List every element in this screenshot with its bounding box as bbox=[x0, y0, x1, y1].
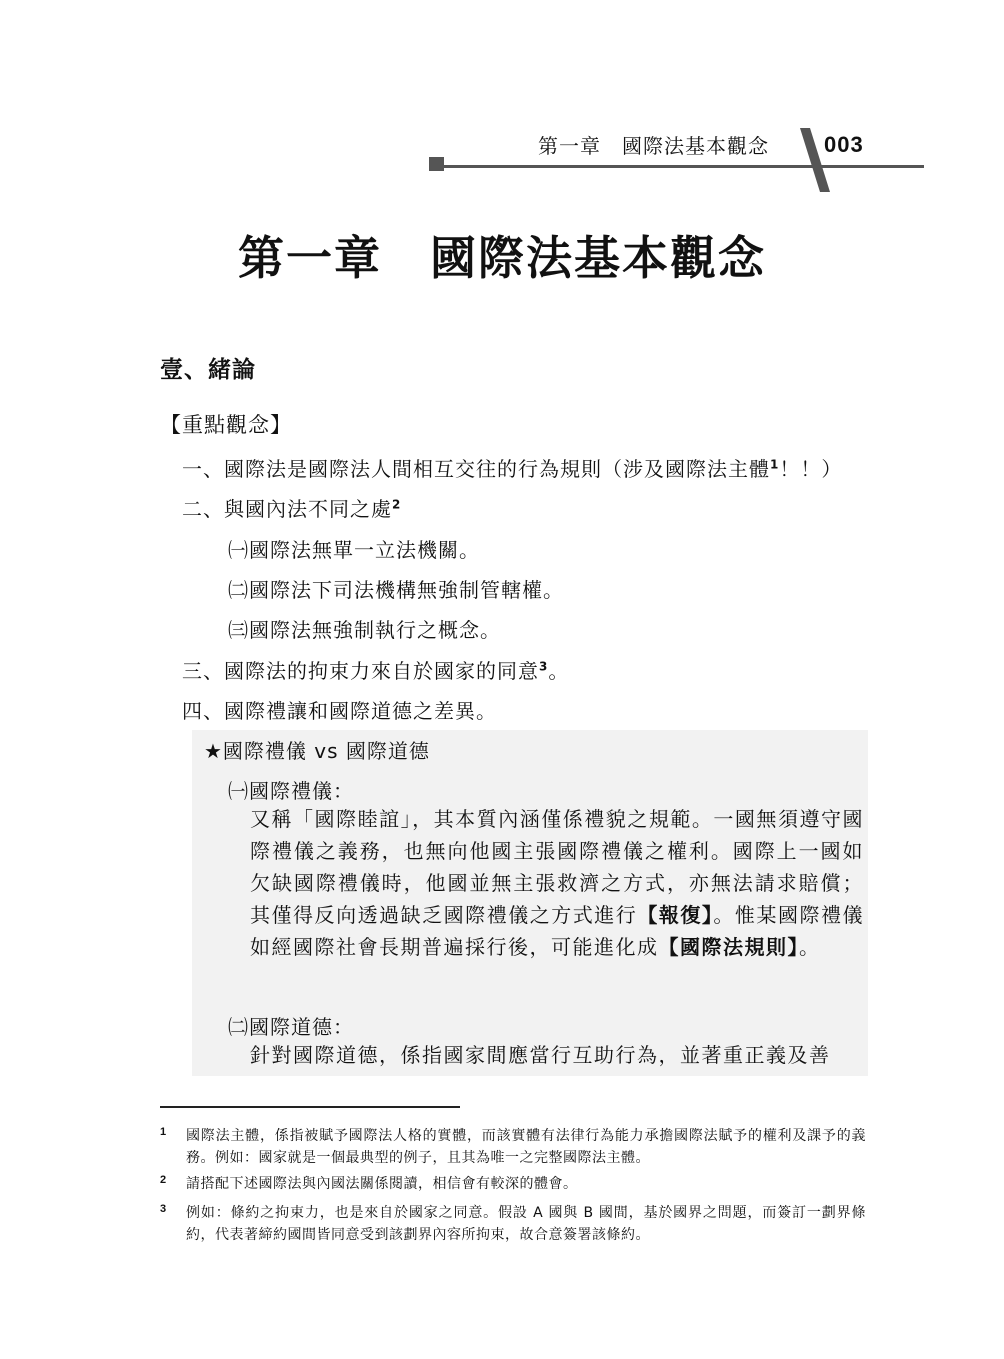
footnote-ref-3[interactable]: 3 bbox=[539, 659, 549, 674]
page-number: 003 bbox=[824, 132, 864, 157]
list-item-tail: 。 bbox=[548, 659, 570, 683]
keypoints-heading: 【重點觀念】 bbox=[160, 413, 292, 437]
emphasis-international-law-rules: 【國際法規則】 bbox=[658, 935, 799, 959]
list-item-tail: ！！） bbox=[779, 457, 843, 481]
etiquette-paragraph: 又稱「國際睦誼」，其本質內涵僅係禮貌之規範。一國無須遵守國際禮儀之義務，也無向他國主張國際禮儀之權利。國際上一國如欠缺國際禮儀時，他國並無主張救濟之方式，亦無法請求賠償；其僅得反向透過缺乏國際禮儀之方式進行【報復】。惟某國際禮儀如經國際社會長期普遍採行後，可能進化成【國際法規則】。 bbox=[250, 807, 865, 959]
list-item-two bbox=[182, 493, 401, 522]
footnote-ref-1[interactable]: 1 bbox=[770, 457, 780, 472]
footnote-text: 請搭配下述國際法與內國法關係閱讀，相信會有較深的體會。 bbox=[186, 1176, 578, 1192]
comparison-subheading-morality: ㈡國際道德： bbox=[228, 1015, 354, 1039]
sub-item: ㈡國際法下司法機構無強制管轄權。 bbox=[228, 578, 564, 602]
list-item-four: 四、國際禮讓和國際道德之差異。 bbox=[182, 699, 497, 723]
sub-item: ㈢國際法無強制執行之概念。 bbox=[228, 618, 501, 642]
footnote-ref-2[interactable]: 2 bbox=[392, 497, 402, 512]
section-heading: 壹、緒論 bbox=[160, 356, 256, 383]
morality-paragraph: 針對國際道德，係指國家間應當行互助行為，並著重正義及善 bbox=[250, 1043, 831, 1067]
footnote-rule bbox=[160, 1106, 460, 1108]
footnote-text: 國際法主體，係指被賦予國際法人格的實體，而該實體有法律行為能力承擔國際法賦予的權利及課予的義務。例如：國家就是一個最典型的例子，且其為唯一之完整國際法主體。 bbox=[186, 1128, 866, 1166]
list-item-text: 三、國際法的拘束力來自於國家的同意 bbox=[182, 659, 539, 683]
emphasis-retaliation: 【報復】 bbox=[637, 903, 714, 927]
footnote-text: 例如：條約之拘束力，也是來自於國家之同意。假設 A 國與 B 國間，基於國界之問題，而簽訂一劃界條約，代表著締約國間皆同意受到該劃界內容所拘束，故合意簽署該條約。 bbox=[186, 1205, 866, 1243]
footnote-number: 1 bbox=[160, 1126, 167, 1138]
list-item-text: 一、國際法是國際法人間相互交往的行為規則（涉及國際法主體 bbox=[182, 457, 770, 481]
footnote-number: 3 bbox=[160, 1203, 167, 1215]
header-slash-ornament bbox=[792, 126, 832, 196]
running-header-title: 第一章 國際法基本觀念 bbox=[538, 134, 769, 158]
list-item-text: 二、與國內法不同之處 bbox=[182, 497, 392, 521]
sub-item: ㈠國際法無單一立法機關。 bbox=[228, 538, 480, 562]
header-square-ornament bbox=[429, 157, 444, 171]
comparison-box-title: ★國際禮儀 vs 國際道德 bbox=[204, 739, 430, 763]
list-item-three bbox=[182, 655, 569, 684]
chapter-title: 第一章 國際法基本觀念 bbox=[238, 231, 766, 285]
footnote-number: 2 bbox=[160, 1174, 167, 1186]
header-rule bbox=[440, 165, 924, 168]
comparison-subheading-etiquette: ㈠國際禮儀： bbox=[228, 779, 354, 803]
list-item-one bbox=[182, 453, 842, 482]
